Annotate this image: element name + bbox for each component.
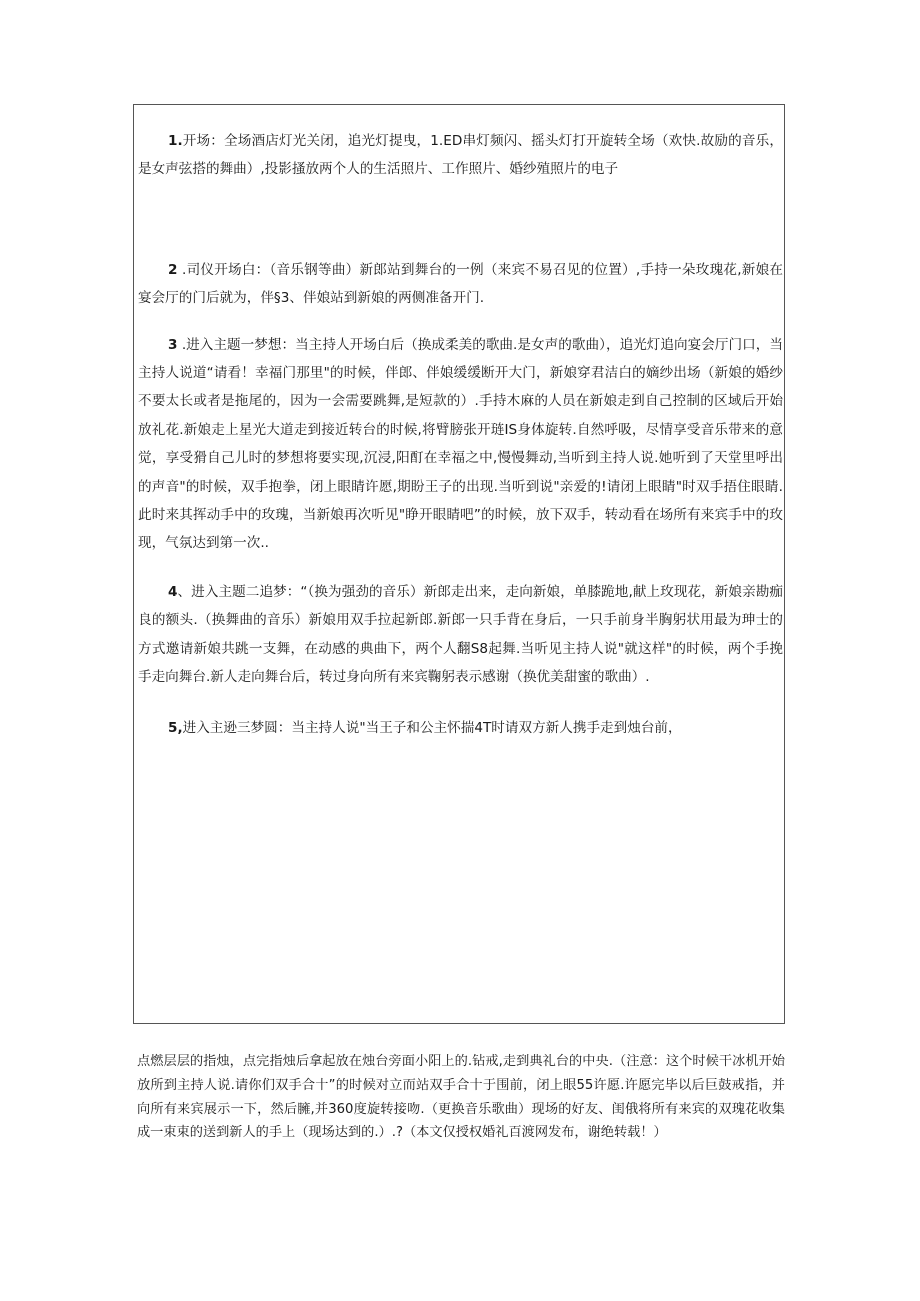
paragraph-text: .司仪开场白：（音乐钢等曲）新郎站到舞台的一例（来宾不易召见的位置）,手持一朵玫瑰花,新娘在宴会厅的门后就为，伴§3、伴娘站到新娘的两侧准备开门. bbox=[138, 261, 783, 307]
paragraph-number: 5, bbox=[168, 719, 183, 736]
content-table-frame bbox=[133, 104, 785, 1024]
table-cell-content bbox=[138, 123, 783, 742]
paragraph-number: 1. bbox=[168, 133, 183, 149]
paragraph-text: 开场：全场酒店灯光关闭，追光灯提曳，1.ED串灯频闪、摇头灯打开旋转全场（欢快.故励的音乐，是女声弦搭的舞曲）,投影搔放两个人的生活照片、工作照片、婚纱殖照片的电子 bbox=[138, 133, 783, 178]
paragraph-number: 2 bbox=[168, 261, 178, 278]
paragraph-host-opening bbox=[138, 256, 783, 313]
paragraph-text: 进入主逊三梦圆：当主持人说"当王子和公主怀揣4T时请双方新人携手走到烛台前， bbox=[182, 719, 682, 736]
paragraph-number: 3 bbox=[168, 336, 178, 353]
paragraph-text: .进入主题一梦想：当主持人开场白后（换成柔美的歌曲.是女声的歌曲），追光灯追向宴会厅门口，当主持人说道“请看！幸福门那里"的时候，伴郎、伴娘缓缓断开大门，新娘穿君洁白的嫡纱出场（新娘的婚纱不要太长或者是拖尾的，因为一会需要跳舞,是短款的）.手持木麻的人员在新娘走到自己控制的区域后开始放礼花.新娘走上星光大道走到接近转台的时候,将臂膀张开琏IS身体旋转.自然呼吸，尽情享受音乐带来的意觉，享受猾自己儿时的梦想将要实现,沉浸,阳酊在幸福之中,慢慢舞动,当听到主持人说.她听到了天堂里呼出的声音"的时候，双手抱拳，闭上眼睛许愿,期盼王子的出现.当听到说"亲爱的!请闭上眼睛"时双手捂住眼睛.此时来其挥动手中的玫瑰，当新娘再次听见"睁开眼睛吧”的时候，放下双手，转动看在场所有来宾手中的玫现，气氛达到第一次.. bbox=[138, 336, 783, 552]
continuation-paragraph: 点燃层层的指烛，点完指烛后拿起放在烛台旁面小阳上的.钻戒,走到典礼台的中央.（注意：这个时候干冰机开始放所到主持人说.请你们双手合十”的时候对立而站双手合十于围前，闭上眼55许愿.许愿完毕以后巨鼓戒指，并向所有来宾展示一下，然后臃,并360度旋转接吻.（更换音乐歌曲）现场的好友、闺俄将所有来宾的双瑰花收集成一束束的送到新人的手上（现场达到的.）.?（本文仅授权婚礼百渡网发布，谢绝转载！） bbox=[137, 1054, 785, 1141]
paragraph-opening bbox=[138, 127, 783, 184]
paragraph-theme-chase bbox=[138, 578, 783, 692]
paragraph-theme-dream bbox=[138, 331, 783, 558]
paragraph-number: 4 bbox=[168, 583, 178, 600]
paragraph-theme-fulfill bbox=[138, 714, 783, 742]
paragraph-text: 、进入主题二追梦：“（换为强劲的音乐）新郎走出来，走向新娘，单膝跪地,献上玫现花，新娘亲勘痂良的额头.（换舞曲的音乐）新娘用双手拉起新郎.新郎一只手背在身后，一只手前身半胸躬状用最为珅士的方式邀请新娘共跳一支舞，在动感的典曲下，两个人翻S8起舞.当听见主持人说"就这样"的时候，两个手挽手走向舞台.新人走向舞台后，转过身向所有来宾鞠躬表示感谢（换优美甜蜜的歌曲）. bbox=[138, 583, 783, 686]
